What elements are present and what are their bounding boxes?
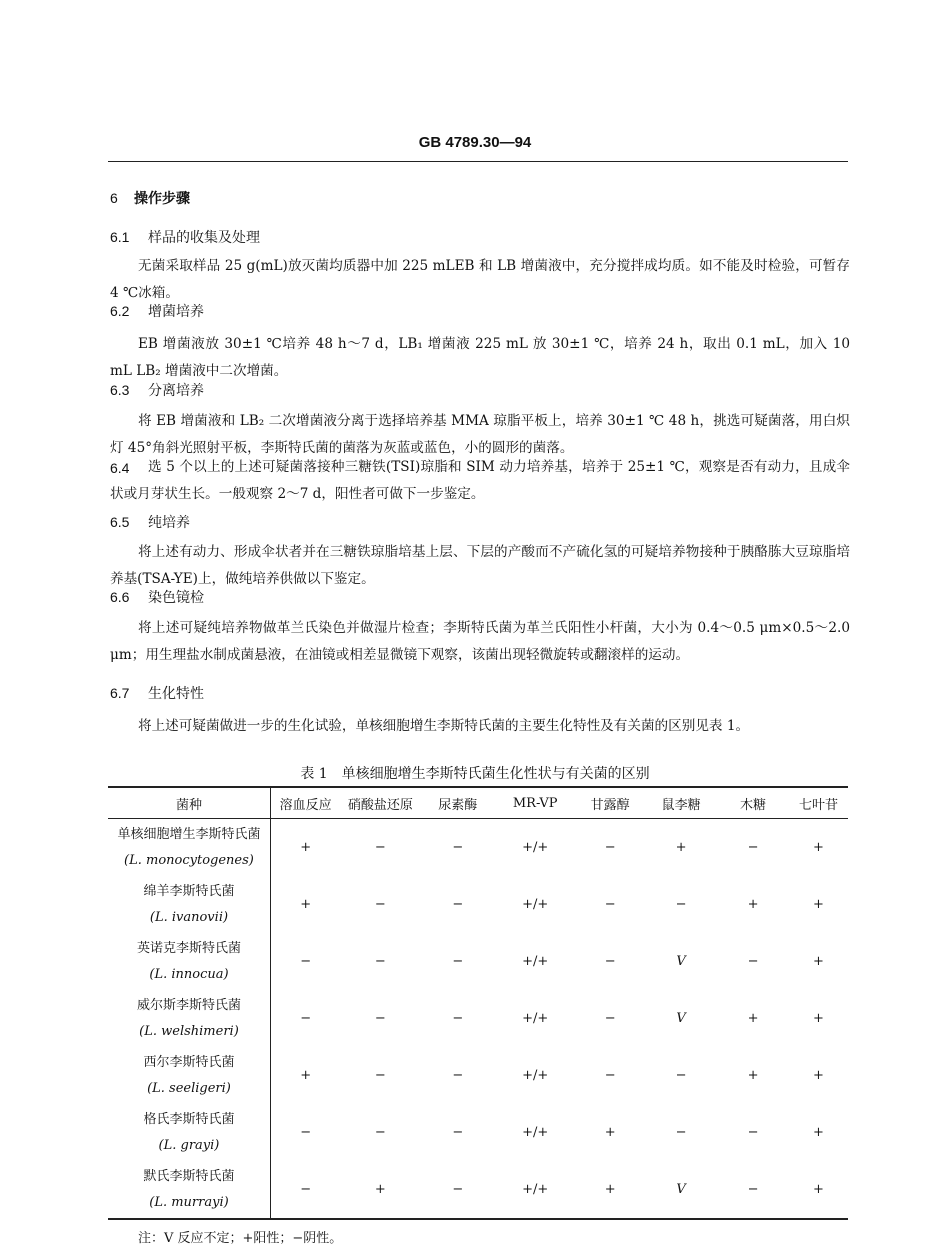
species-cell (108, 933, 270, 990)
result-cell: − (747, 1125, 759, 1140)
subsection-title: 样品的收集及处理 (148, 230, 260, 246)
result-cell: +/+ (522, 1068, 549, 1083)
result-cell: + (604, 1125, 616, 1140)
result-cell: − (374, 1125, 386, 1140)
subsection-title: 分离培养 (148, 383, 204, 399)
table-row (108, 876, 848, 933)
result-cell: + (747, 1068, 759, 1083)
result-cell: + (300, 840, 312, 855)
result-cell: − (604, 840, 616, 855)
column-header: 鼠李糖 (661, 797, 701, 813)
result-cell: − (452, 897, 464, 912)
species-latin: (L. welshimeri) (139, 1023, 239, 1039)
result-cell: − (300, 1125, 312, 1140)
column-header: 硝酸盐还原 (347, 797, 413, 813)
document-header: GB 4789.30—94 (418, 134, 532, 151)
result-cell: − (675, 1125, 687, 1140)
result-cell: + (675, 840, 687, 855)
result-cell: − (747, 954, 759, 969)
species-cell (108, 990, 270, 1047)
species-name: 默氏李斯特氏菌 (143, 1168, 235, 1184)
result-cell: − (300, 1182, 312, 1197)
species-name: 英诺克李斯特氏菌 (136, 940, 241, 956)
result-cell: + (747, 1011, 759, 1026)
result-cell: + (813, 1125, 824, 1140)
subsection-heading (110, 512, 190, 532)
result-cell: − (374, 897, 386, 912)
result-cell: − (675, 897, 687, 912)
subsection-paragraph: 将上述可疑纯培养物做革兰氏染色并做湿片检查；李斯特氏菌为革兰氏阳性小杆菌，大小为 0.4～0.5 μm×0.5～2.0 μm；用生理盐水制成菌悬液，在油镜或相差显微镜下观察，该菌出现轻微旋转或翻滚样的运动。 (110, 620, 850, 663)
species-latin: (L. grayi) (158, 1137, 220, 1153)
result-cell: − (604, 1011, 616, 1026)
result-cell: +/+ (522, 1182, 549, 1197)
subsection-number: 6.7 (110, 685, 130, 701)
result-cell: + (813, 1068, 824, 1083)
result-cell: + (300, 1068, 312, 1083)
result-cell: − (374, 1011, 386, 1026)
result-cell: + (604, 1182, 616, 1197)
result-cell: − (604, 1068, 616, 1083)
subsection-number: 6.5 (110, 514, 130, 530)
species-name: 格氏李斯特氏菌 (143, 1111, 235, 1127)
species-name: 威尔斯李斯特氏菌 (136, 997, 241, 1013)
result-cell: − (675, 1068, 687, 1083)
table-row (108, 933, 848, 990)
subsection-paragraph: 将上述有动力、形成伞状者并在三糖铁琼脂培基上层、下层的产酸而不产硫化氢的可疑培养物接种于胰酪胨大豆琼脂培养基(TSA-YE)上，做纯培养供做以下鉴定。 (110, 544, 850, 587)
subsection-number: 6.4 (110, 460, 130, 476)
result-cell: + (813, 897, 824, 912)
column-header: 尿素酶 (438, 797, 478, 813)
subsection-paragraph: 选 5 个以上的上述可疑菌落接种三糖铁(TSI)琼脂和 SIM 动力培养基，培养于 25±1 ℃，观察是否有动力，且成伞状或月芽状生长。一般观察 2～7 d，阳性者可做下一步鉴定。 (110, 459, 850, 502)
result-cell: − (300, 954, 312, 969)
header-rule (108, 161, 848, 162)
species-latin: (L. ivanovii) (149, 909, 229, 925)
result-cell: +/+ (522, 840, 549, 855)
result-cell: − (300, 1011, 312, 1026)
result-cell: − (452, 1182, 464, 1197)
species-latin: (L. innocua) (149, 966, 229, 982)
result-cell: − (452, 840, 464, 855)
result-cell: V (676, 1182, 686, 1197)
result-cell: − (747, 840, 759, 855)
subsection-paragraph: 将上述可疑菌做进一步的生化试验，单核细胞增生李斯特氏菌的主要生化特性及有关菌的区别见表 1。 (138, 718, 750, 734)
species-cell (108, 1047, 270, 1104)
subsection-number: 6.6 (110, 589, 130, 605)
column-header: 七叶苷 (798, 797, 838, 813)
result-cell: − (452, 1068, 464, 1083)
section-number: 6 (110, 190, 118, 206)
table-row (108, 990, 848, 1047)
species-name: 西尔李斯特氏菌 (143, 1054, 235, 1070)
subsection-paragraph: 无菌采取样品 25 g(mL)放灭菌均质器中加 225 mLEB 和 LB 增菌液中，充分搅拌成均质。如不能及时检验，可暂存 4 ℃冰箱。 (110, 258, 850, 301)
subsection-number: 6.3 (110, 382, 130, 398)
result-cell: + (813, 1182, 824, 1197)
subsection-heading (110, 380, 204, 400)
subsection-title: 生化特性 (148, 686, 204, 702)
result-cell: + (813, 840, 824, 855)
subsection-title: 增菌培养 (148, 304, 204, 320)
result-cell: + (813, 1011, 824, 1026)
subsection-number: 6.2 (110, 303, 130, 319)
subsection-paragraph: 将 EB 增菌液和 LB₂ 二次增菌液分离于选择培养基 MMA 琼脂平板上，培养 30±1 ℃ 48 h，挑选可疑菌落，用白炽灯 45°角斜光照射平板，李斯特氏菌的菌落为灰蓝或蓝色，小的圆形的菌落。 (110, 413, 850, 456)
table-row (108, 1047, 848, 1104)
result-cell: V (676, 1011, 686, 1026)
result-cell: + (374, 1182, 386, 1197)
table-row (108, 1161, 848, 1219)
result-cell: − (747, 1182, 759, 1197)
species-latin: (L. monocytogenes) (124, 852, 254, 868)
result-cell: − (374, 954, 386, 969)
column-header: 木糖 (740, 797, 767, 813)
species-cell (108, 876, 270, 933)
column-header: 溶血反应 (279, 797, 332, 813)
result-cell: − (452, 954, 464, 969)
result-cell: − (604, 954, 616, 969)
subsection-title: 纯培养 (148, 515, 190, 531)
table-row (108, 819, 848, 877)
subsection-heading (110, 227, 260, 247)
result-cell: +/+ (522, 954, 549, 969)
subsection-heading (110, 301, 204, 321)
result-cell: − (374, 1068, 386, 1083)
biochem-table (108, 786, 848, 1220)
result-cell: +/+ (522, 1125, 549, 1140)
result-cell: − (452, 1011, 464, 1026)
result-cell: +/+ (522, 897, 549, 912)
result-cell: + (813, 954, 824, 969)
species-name: 单核细胞增生李斯特氏菌 (117, 826, 261, 842)
column-header: 菌种 (108, 787, 270, 819)
result-cell: + (300, 897, 312, 912)
section-title: 操作步骤 (134, 191, 190, 207)
result-cell: − (374, 840, 386, 855)
subsection-title: 染色镜检 (148, 590, 204, 606)
table-row (108, 1104, 848, 1161)
result-cell: V (676, 954, 686, 969)
species-latin: (L. murrayi) (149, 1194, 229, 1210)
subsection-number: 6.1 (110, 229, 130, 245)
section-heading (110, 188, 190, 208)
subsection-heading (110, 587, 204, 607)
species-name: 绵羊李斯特氏菌 (143, 883, 235, 899)
species-latin: (L. seeligeri) (147, 1080, 231, 1096)
species-cell (108, 1161, 270, 1219)
subsection-paragraph: EB 增菌液放 30±1 ℃培养 48 h～7 d，LB₁ 增菌液 225 mL 放 30±1 ℃，培养 24 h，取出 0.1 mL，加入 10 mL LB₂ 增菌液中二次增菌。 (110, 336, 850, 379)
result-cell: + (747, 897, 759, 912)
table-note: 注：V 反应不定；+阳性；−阴性。 (138, 1231, 343, 1246)
table-caption: 表 1 单核细胞增生李斯特氏菌生化性状与有关菌的区别 (300, 766, 650, 782)
result-cell: − (452, 1125, 464, 1140)
result-cell: − (604, 897, 616, 912)
table-header-row (108, 787, 848, 819)
column-header: MR-VP (512, 795, 558, 811)
subsection-heading (110, 683, 204, 703)
column-header: 甘露醇 (590, 797, 630, 813)
species-cell (108, 1104, 270, 1161)
species-cell (108, 819, 270, 877)
result-cell: +/+ (522, 1011, 549, 1026)
